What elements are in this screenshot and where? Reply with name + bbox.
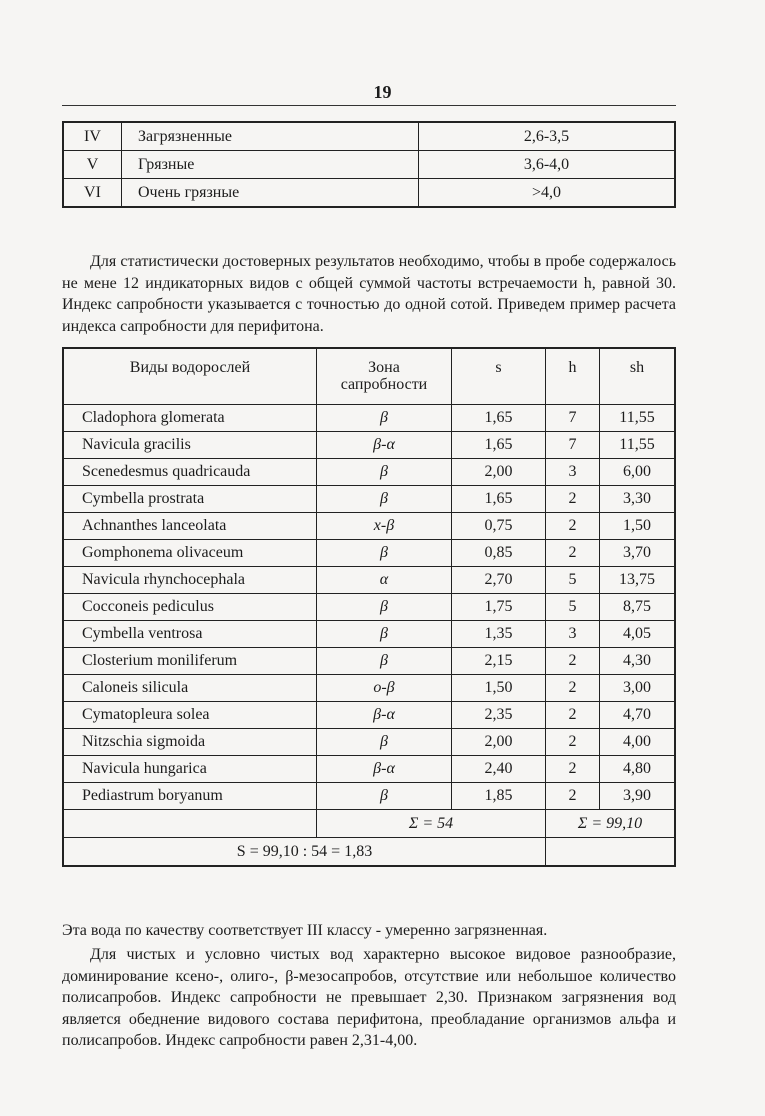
s-value: 1,65 [452, 486, 546, 513]
paragraph-conclusion: Эта вода по качеству соответствует III классу - умеренно загрязненная. [62, 922, 548, 939]
species-name: Navicula gracilis [63, 432, 317, 459]
saprobity-zone: β-α [317, 756, 452, 783]
class-range: >4,0 [419, 179, 676, 208]
header-zone-line2: сапробности [340, 376, 428, 393]
h-value: 7 [546, 432, 600, 459]
table-row [63, 432, 675, 459]
species-name: Navicula rhynchocephala [63, 567, 317, 594]
s-value: 0,85 [452, 540, 546, 567]
s-value: 1,65 [452, 405, 546, 432]
sh-value: 3,70 [600, 540, 676, 567]
saprobity-zone: β [317, 648, 452, 675]
species-name: Gomphonema olivaceum [63, 540, 317, 567]
paragraph-clean-water: Для чистых и условно чистых вод характерно высокое видовое разнообразие, доминирование ксено-, олиго-, β-мезосапробов, отсутствие или небольшое количество полисапробов. Индекс сапробности не превышает 2,30. Признаком загрязнения вод является обеднение видового состава перифитона, преобладание организмов альфа и полисапробов. Индекс сапробности равен 2,31-4,00. [62, 946, 676, 1049]
species-name: Cocconeis pediculus [63, 594, 317, 621]
table-row [63, 122, 675, 151]
saprobity-zone: β [317, 621, 452, 648]
h-value: 2 [546, 648, 600, 675]
sum-sh: Σ = 99,10 [546, 810, 676, 838]
h-value: 3 [546, 621, 600, 648]
sh-value: 4,70 [600, 702, 676, 729]
saprobity-zone: β-α [317, 432, 452, 459]
result-empty [546, 838, 676, 867]
sh-value: 11,55 [600, 432, 676, 459]
header-rule [62, 105, 676, 106]
header-zone-line1: Зона [368, 359, 400, 376]
h-value: 2 [546, 783, 600, 810]
species-name: Scenedesmus quadricauda [63, 459, 317, 486]
h-value: 2 [546, 729, 600, 756]
saprobity-zone: x-β [317, 513, 452, 540]
s-value: 1,65 [452, 432, 546, 459]
s-value: 2,00 [452, 459, 546, 486]
sh-value: 1,50 [600, 513, 676, 540]
sh-value: 11,55 [600, 405, 676, 432]
table-row [63, 540, 675, 567]
h-value: 5 [546, 594, 600, 621]
s-value: 2,70 [452, 567, 546, 594]
class-number: IV [63, 122, 122, 151]
s-value: 0,75 [452, 513, 546, 540]
species-name: Cymbella prostrata [63, 486, 317, 513]
sh-value: 8,75 [600, 594, 676, 621]
h-value: 2 [546, 702, 600, 729]
species-name: Pediastrum boryanum [63, 783, 317, 810]
page-number: 19 [373, 82, 392, 102]
saprobity-zone: β [317, 486, 452, 513]
saprobity-zone: β-α [317, 702, 452, 729]
sh-value: 4,30 [600, 648, 676, 675]
table-row [63, 729, 675, 756]
species-name: Cladophora glomerata [63, 405, 317, 432]
table-row [63, 513, 675, 540]
sh-value: 4,00 [600, 729, 676, 756]
table-row [63, 702, 675, 729]
table-row [63, 594, 675, 621]
table-row [63, 459, 675, 486]
table-row [63, 151, 675, 179]
sh-value: 3,90 [600, 783, 676, 810]
species-name: Cymbella ventrosa [63, 621, 317, 648]
species-name: Navicula hungarica [63, 756, 317, 783]
s-value: 2,15 [452, 648, 546, 675]
paragraph-intro: Для статистически достоверных результатов необходимо, чтобы в пробе содержалось не мене 12 индикаторных видов с общей суммой частоты встречаемости h, равной 30. Индекс сапробности указывается с точностью до одной сотой. Приведем пример расчета индекса сапробности для перифитона. [62, 253, 676, 335]
pollution-class-table [62, 121, 676, 208]
class-range: 2,6-3,5 [419, 122, 676, 151]
saprobity-table [62, 347, 676, 867]
h-value: 7 [546, 405, 600, 432]
species-name: Cymatopleura solea [63, 702, 317, 729]
sum-h: Σ = 54 [317, 810, 546, 838]
s-value: 1,50 [452, 675, 546, 702]
saprobity-zone: α [317, 567, 452, 594]
h-value: 2 [546, 486, 600, 513]
s-value: 2,35 [452, 702, 546, 729]
saprobity-zone: β [317, 783, 452, 810]
saprobity-zone: β [317, 594, 452, 621]
sh-value: 3,30 [600, 486, 676, 513]
s-value: 1,75 [452, 594, 546, 621]
h-value: 2 [546, 513, 600, 540]
sh-value: 6,00 [600, 459, 676, 486]
species-name: Closterium moniliferum [63, 648, 317, 675]
table-row [63, 648, 675, 675]
sh-value: 4,05 [600, 621, 676, 648]
table-row [63, 179, 675, 208]
header-sh: sh [600, 348, 676, 405]
class-name: Очень грязные [122, 179, 419, 208]
saprobity-zone: o-β [317, 675, 452, 702]
saprobity-zone: β [317, 405, 452, 432]
s-value: 2,00 [452, 729, 546, 756]
sum-empty [63, 810, 317, 838]
sh-value: 4,80 [600, 756, 676, 783]
s-value: 2,40 [452, 756, 546, 783]
h-value: 2 [546, 675, 600, 702]
saprobity-result: S = 99,10 : 54 = 1,83 [63, 838, 546, 867]
s-value: 1,85 [452, 783, 546, 810]
sh-value: 13,75 [600, 567, 676, 594]
species-name: Achnanthes lanceolata [63, 513, 317, 540]
table-row [63, 783, 675, 810]
h-value: 5 [546, 567, 600, 594]
table-row [63, 405, 675, 432]
s-value: 1,35 [452, 621, 546, 648]
saprobity-zone: β [317, 540, 452, 567]
species-name: Nitzschia sigmoida [63, 729, 317, 756]
class-range: 3,6-4,0 [419, 151, 676, 179]
h-value: 3 [546, 459, 600, 486]
header-zone [317, 348, 452, 405]
header-s: s [452, 348, 546, 405]
class-name: Грязные [122, 151, 419, 179]
sh-value: 3,00 [600, 675, 676, 702]
species-name: Caloneis silicula [63, 675, 317, 702]
result-row [63, 838, 675, 867]
table-header-row [63, 348, 675, 405]
h-value: 2 [546, 756, 600, 783]
saprobity-zone: β [317, 729, 452, 756]
class-number: V [63, 151, 122, 179]
saprobity-zone: β [317, 459, 452, 486]
table-row [63, 567, 675, 594]
table-row [63, 756, 675, 783]
sum-row [63, 810, 675, 838]
table-row [63, 621, 675, 648]
class-name: Загрязненные [122, 122, 419, 151]
header-species: Виды водорослей [63, 348, 317, 405]
header-h: h [546, 348, 600, 405]
table-row [63, 486, 675, 513]
class-number: VI [63, 179, 122, 208]
h-value: 2 [546, 540, 600, 567]
table-row [63, 675, 675, 702]
